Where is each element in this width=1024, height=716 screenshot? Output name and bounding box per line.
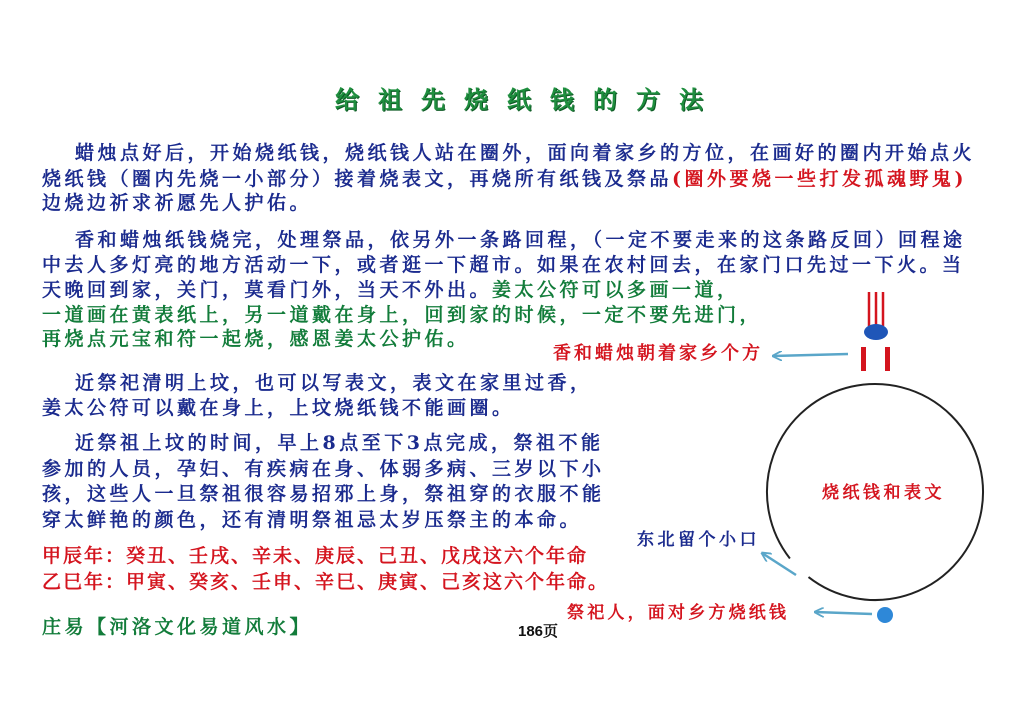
para2-line1: 香和蜡烛纸钱烧完，处理祭品，依另外一条路回程，（一定不要走来的这条路反回）回程途 [75, 229, 966, 251]
para4-line3: 孩，这些人一旦祭祖很容易招邪上身，祭祖穿的衣服不能 [42, 483, 605, 505]
page-number: 186页 [518, 623, 559, 640]
year-note-line1: 甲辰年：癸丑、壬戌、辛未、庚辰、己丑、戊戌这六个年命 [42, 545, 589, 567]
para2-line3-green: 姜太公符可以多画一道， [492, 279, 740, 301]
para4-line4: 穿太鲜艳的颜色，还有清明祭祖忌太岁压祭主的本命。 [42, 509, 583, 531]
opening-label: 东北留个小口 [637, 530, 760, 550]
incense-arrow [773, 354, 848, 356]
incense-label: 香和蜡烛朝着家乡个方 [553, 343, 763, 364]
circle-label: 烧纸钱和表文 [822, 483, 945, 503]
para4-line1: 近祭祖上坟的时间，早上8点至下3点完成，祭祖不能 [75, 432, 604, 454]
opening-arrow [762, 553, 796, 575]
year-note-line2: 乙巳年：甲寅、癸亥、壬申、辛巳、庚寅、己亥这六个年命。 [42, 571, 610, 593]
person-arrow [815, 612, 872, 614]
para1-line3: 边烧边祈求祈愿先人护佑。 [42, 192, 313, 214]
page-title: 给祖先烧纸钱的方法 [335, 85, 722, 114]
para1-red-note: (圈外要烧一些打发孤魂野鬼) [672, 168, 967, 190]
person-dot-icon [877, 607, 893, 623]
candle-left [861, 347, 866, 371]
para3-line2: 姜太公符可以戴在身上，上坟烧纸钱不能画圈。 [42, 397, 515, 419]
para1-line2-text: 烧纸钱（圈内先烧一小部分）接着烧表文，再烧所有纸钱及祭品 [42, 168, 673, 190]
para2-line4: 一道画在黄表纸上，另一道戴在身上，回到家的时候，一定不要先进门， [42, 304, 763, 326]
para4-line2: 参加的人员，孕妇、有疾病在身、体弱多病、三岁以下小 [42, 458, 605, 480]
candle-right [885, 347, 890, 371]
footer-author: 庄易【河洛文化易道风水】 [42, 616, 313, 638]
person-label: 祭祀人，面对乡方烧纸钱 [567, 603, 790, 623]
candle-top [864, 324, 888, 340]
para2-line3-text: 天晚回到家，关门，莫看门外，当天不外出。 [42, 279, 493, 301]
incense-icon [869, 292, 883, 326]
para2-line2: 中去人多灯亮的地方活动一下，或者逛一下超市。如果在农村回去，在家门口先过一下火。当 [42, 254, 965, 276]
candle-icon [861, 324, 890, 371]
para3-line1: 近祭祀清明上坟，也可以写表文，表文在家里过香， [75, 372, 593, 394]
para2-line5: 再烧点元宝和符一起烧，感恩姜太公护佑。 [42, 328, 470, 350]
para1-line1: 蜡烛点好后，开始烧纸钱，烧纸钱人站在圈外，面向着家乡的方位，在画好的圈内开始点火 [75, 142, 976, 164]
